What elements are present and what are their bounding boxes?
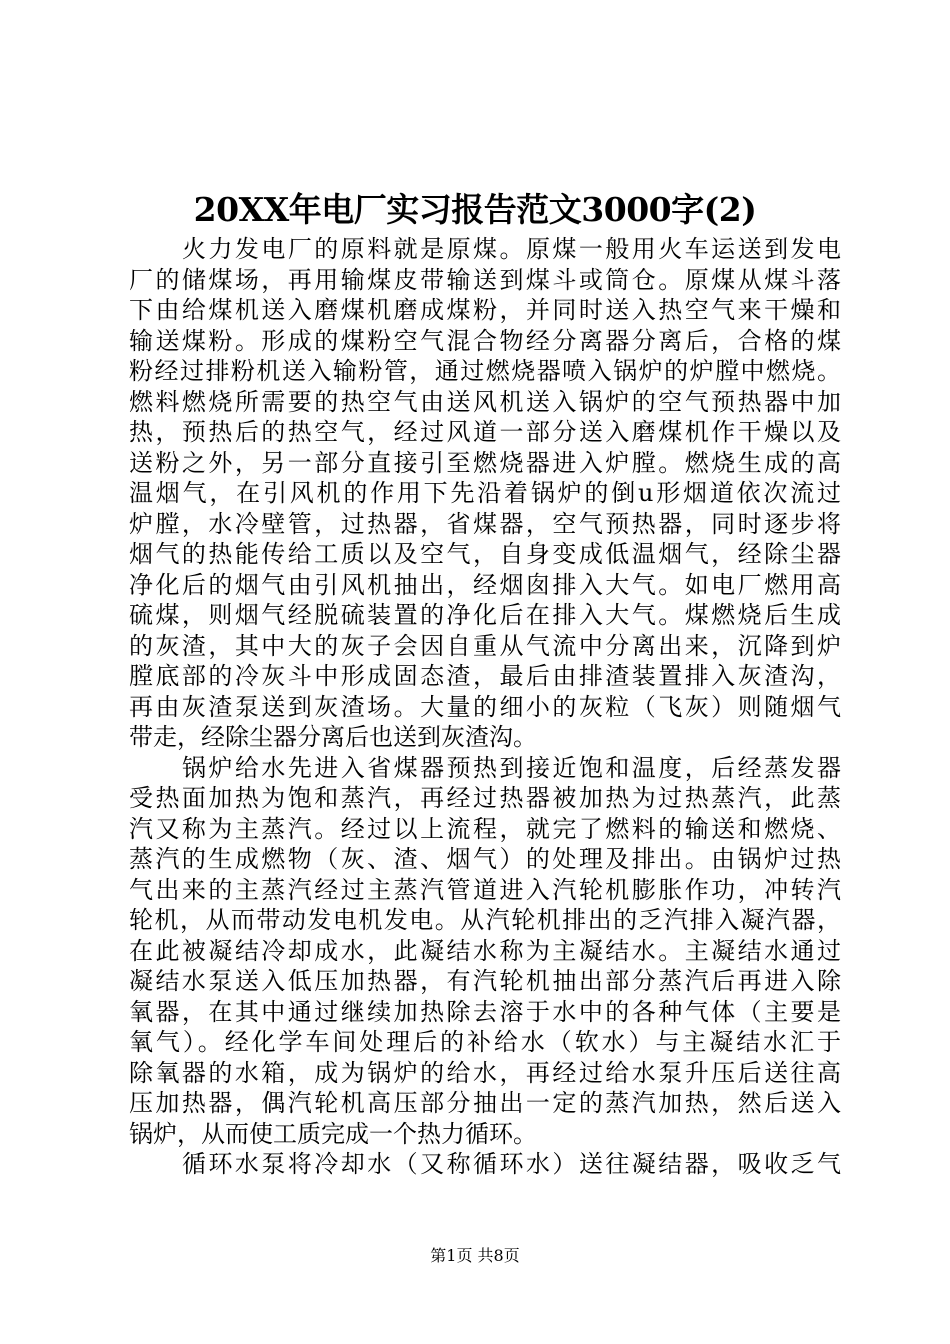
paragraph-2-line: 氧气）。经化学车间处理后的补给水（软水）与主凝结水汇于 [129,1028,841,1057]
paragraph-3-line: 循环水泵将冷却水（又称循环水）送往凝结器，吸收乏气 [182,1150,841,1179]
paragraph-2-line: 除氧器的水箱，成为锅炉的给水，再经过给水泵升压后送往高 [129,1058,841,1087]
paragraph-2-line: 压加热器，偶汽轮机高压部分抽出一定的蒸汽加热，然后送入 [129,1089,841,1118]
paragraph-2-line: 氧器，在其中通过继续加热除去溶于水中的各种气体（主要是 [129,997,841,1026]
paragraph-2-line: 锅炉给水先进入省煤器预热到接近饱和温度，后经蒸发器 [182,753,841,782]
paragraph-1-line: 温烟气，在引风机的作用下先沿着锅炉的倒u形烟道依次流过 [129,479,841,508]
page-footer: 第1页 共8页 [430,1246,520,1265]
document-body [129,234,841,1180]
paragraph-2-line: 汽又称为主蒸汽。经过以上流程，就完了燃料的输送和燃烧、 [129,814,841,843]
paragraph-1-line: 烟气的热能传给工质以及空气，自身变成低温烟气，经除尘器 [129,540,841,569]
paragraph-1-line: 再由灰渣泵送到灰渣场。大量的细小的灰粒（飞灰）则随烟气 [129,692,841,721]
paragraph-1-line: 膛底部的冷灰斗中形成固态渣，最后由排渣装置排入灰渣沟， [129,662,841,691]
paragraph-1-line: 硫煤，则烟气经脱硫装置的净化后在排入大气。煤燃烧后生成 [129,601,841,630]
document-title: 20XX年电厂实习报告范文3000字(2) [193,190,757,229]
paragraph-2-line: 蒸汽的生成燃物（灰、渣、烟气）的处理及排出。由锅炉过热 [129,845,841,874]
paragraph-2-line: 气出来的主蒸汽经过主蒸汽管道进入汽轮机膨胀作功，冲转汽 [129,875,841,904]
paragraph-2-line: 锅炉，从而使工质完成一个热力循环。 [129,1119,537,1148]
paragraph-1-line: 送粉之外，另一部分直接引至燃烧器进入炉膛。燃烧生成的高 [129,448,841,477]
paragraph-1-line: 燃料燃烧所需要的热空气由送风机送入锅炉的空气预热器中加 [129,387,841,416]
paragraph-1-line: 厂的储煤场，再用输煤皮带输送到煤斗或筒仓。原煤从煤斗落 [129,265,841,294]
paragraph-1-line: 火力发电厂的原料就是原煤。原煤一般用火车运送到发电 [182,235,841,263]
paragraph-1-line: 下由给煤机送入磨煤机磨成煤粉，并同时送入热空气来干燥和 [129,296,841,325]
paragraph-1-line: 的灰渣，其中大的灰子会因自重从气流中分离出来，沉降到炉 [129,631,841,660]
paragraph-1-line: 热，预热后的热空气，经过风道一部分送入磨煤机作干燥以及 [129,418,841,447]
paragraph-1-line: 净化后的烟气由引风机抽出，经烟囱排入大气。如电厂燃用高 [129,570,841,599]
paragraph-2-line: 在此被凝结冷却成水，此凝结水称为主凝结水。主凝结水通过 [129,936,841,965]
paragraph-2-line: 受热面加热为饱和蒸汽，再经过热器被加热为过热蒸汽，此蒸 [129,784,841,813]
paragraph-1-line: 粉经过排粉机送入输粉管，通过燃烧器喷入锅炉的炉膛中燃烧。 [129,357,841,386]
paragraph-1-line: 炉膛，水冷壁管，过热器，省煤器，空气预热器，同时逐步将 [129,509,841,538]
paragraph-1-line: 带走，经除尘器分离后也送到灰渣沟。 [129,723,537,752]
paragraph-2-line: 凝结水泵送入低压加热器，有汽轮机抽出部分蒸汽后再进入除 [129,967,841,996]
paragraph-1-line: 输送煤粉。形成的煤粉空气混合物经分离器分离后，合格的煤 [129,326,841,355]
paragraph-2-line: 轮机，从而带动发电机发电。从汽轮机排出的乏汽排入凝汽器， [129,906,841,935]
